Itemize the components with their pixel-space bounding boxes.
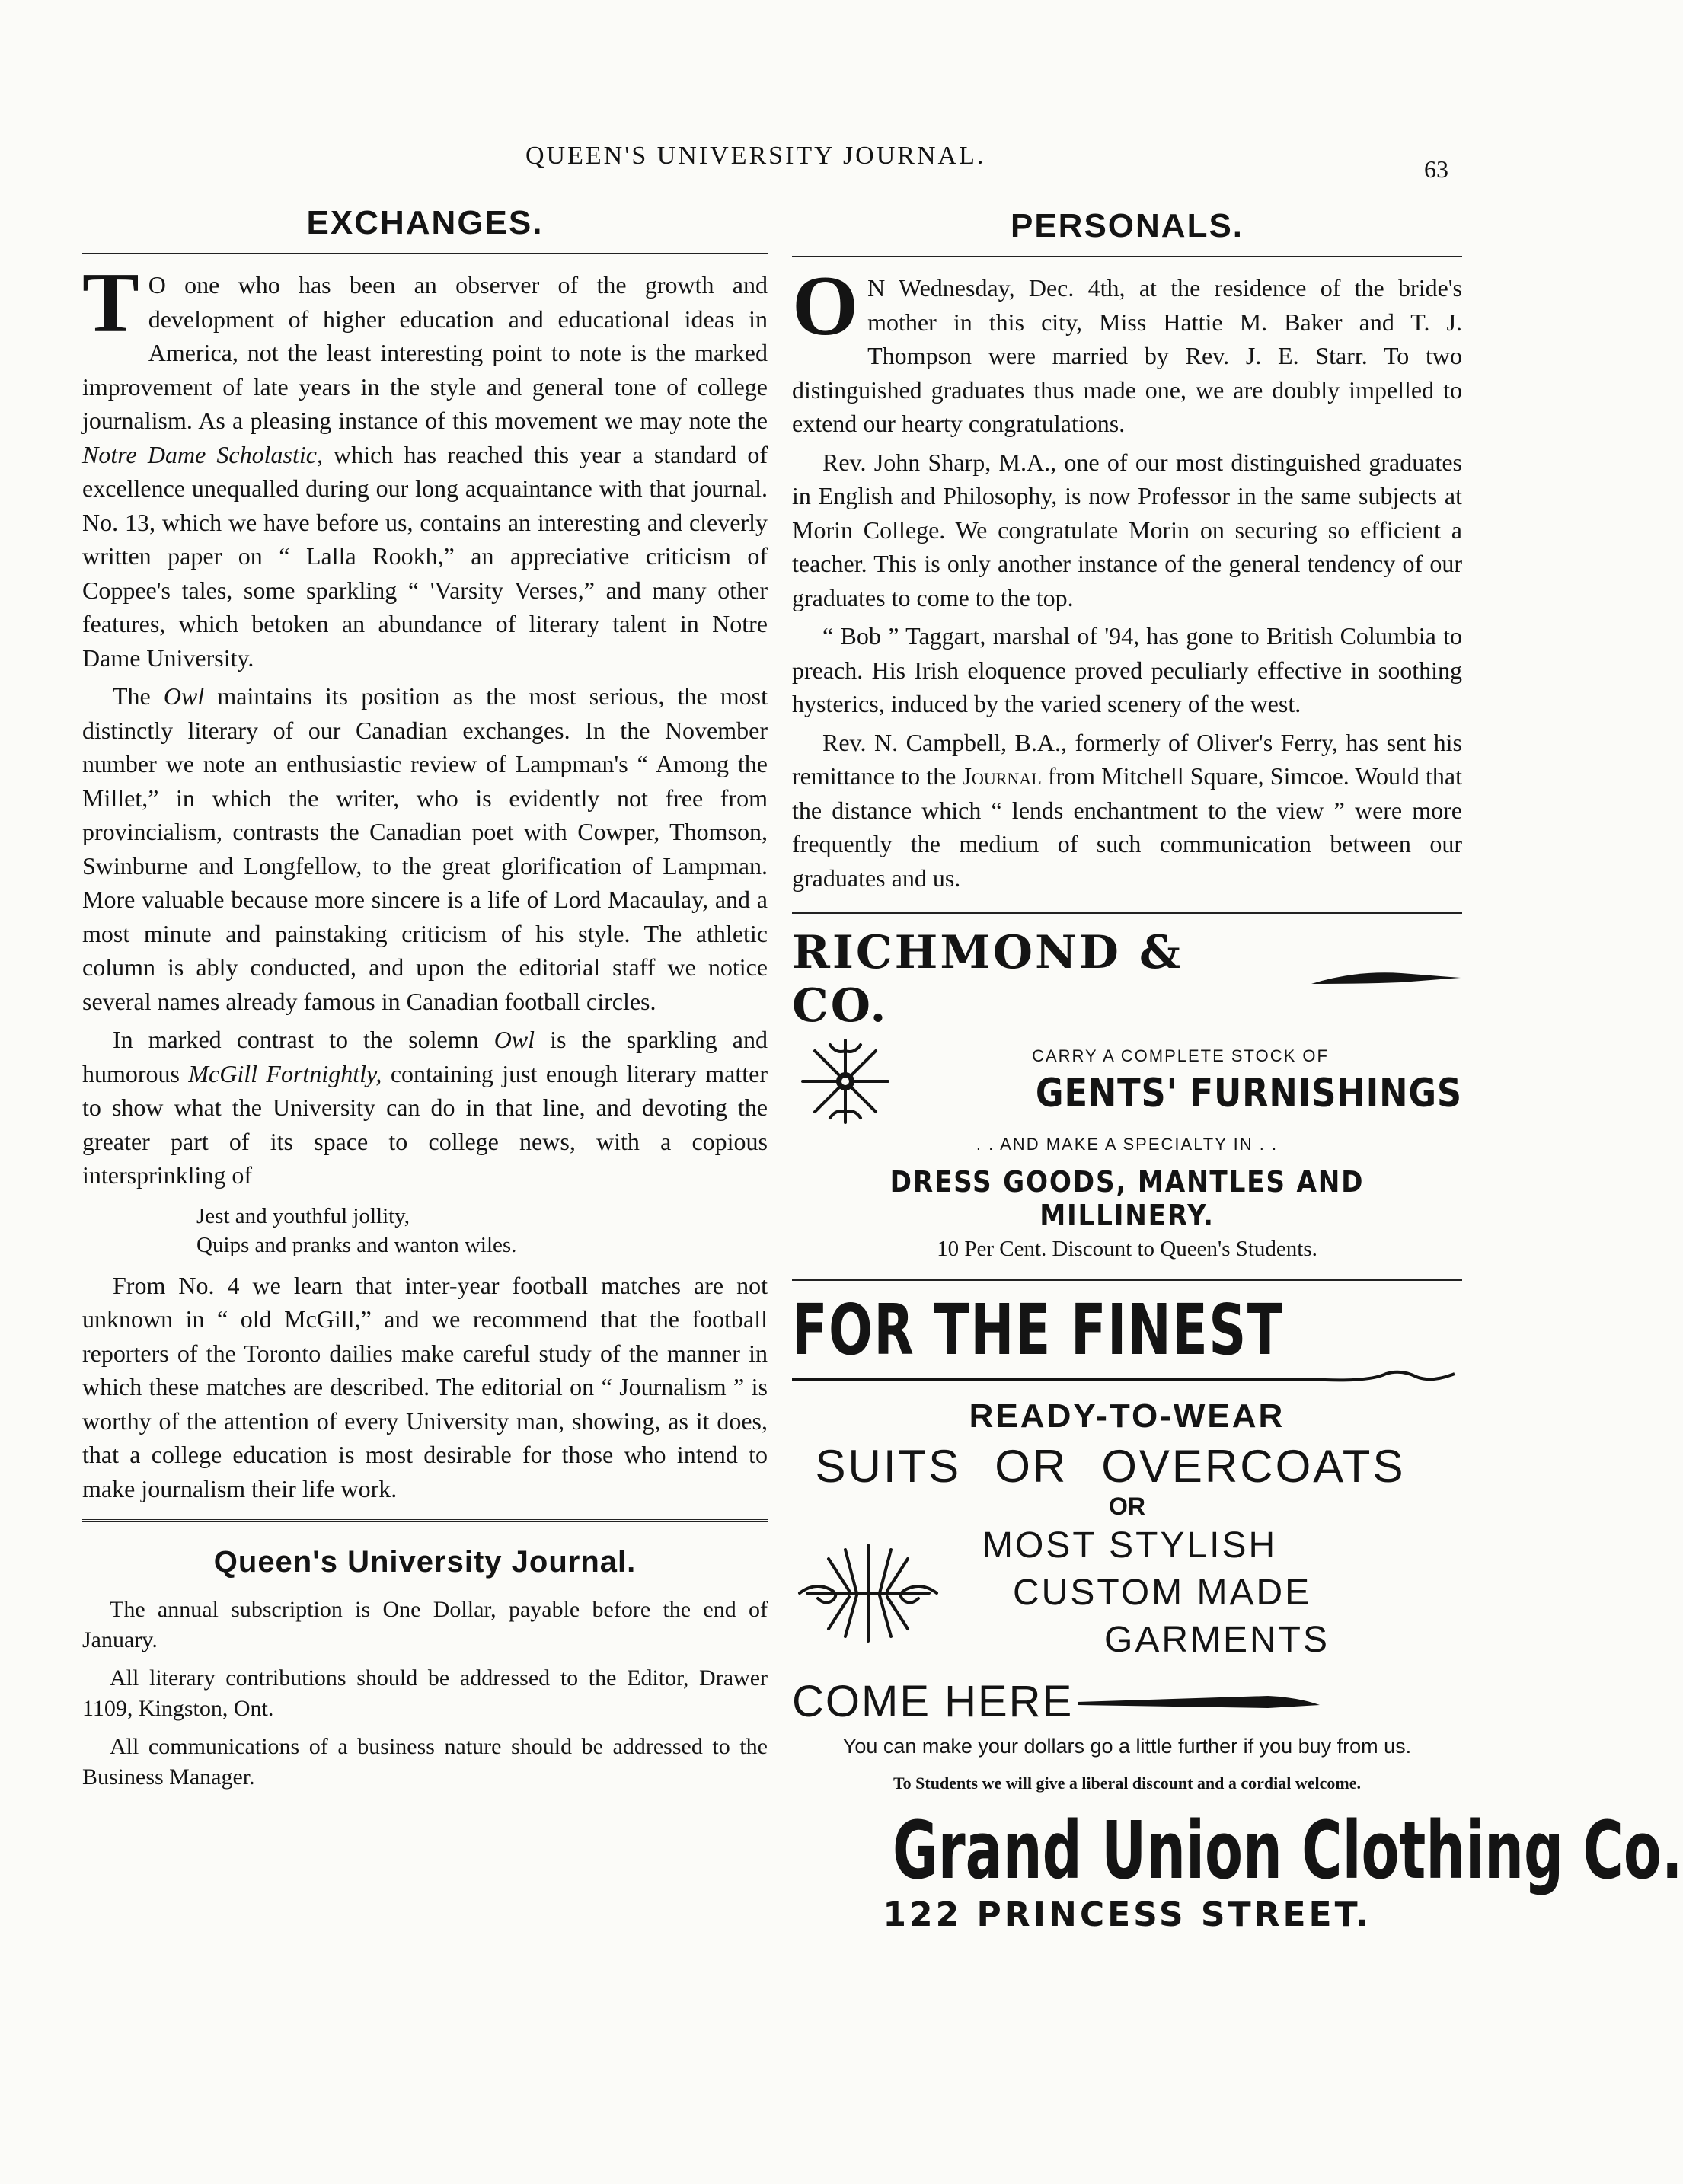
verse-line-2: Quips and pranks and wanton wiles. [196,1232,517,1257]
running-title: QUEEN'S UNIVERSITY JOURNAL. [525,142,986,170]
grand-union-advertisement [792,1289,1683,1934]
personals-paragraph-1 [792,259,1462,441]
richmond-advertisement [792,926,1462,1262]
personals-p4-a: Rev. N. Campbell, B.A., formerly of Oliver's Ferry, has sent his remittance to the [792,728,1462,790]
owl-title-2: Owl [493,1026,535,1053]
exchanges-p3-a: In marked contrast to the solemn [113,1026,479,1053]
students-line: To Students we will give a liberal discount and a cordial welcome. [893,1774,1361,1793]
richmond-stock-line: CARRY A COMPLETE STOCK OF [1032,1046,1329,1065]
verse-quote [196,1202,768,1260]
notice-business: All communications of a business nature should be addressed to the Business Manager. [82,1734,768,1790]
suits-or-overcoats [792,1440,1462,1493]
exchanges-p2-b: maintains its position as the most serious, the most distinctly literary of our Canadian exchanges. In the November number we note an enthusiastic review of Lampman's “ Among the Millet,” in which the writer, who is evidently not free from provincialism, contrasts the Canadian poet with Cowper, Thomson, Swinburne and Longfellow, to the great glorification of Lampman. More valuable because more sincere is a life of Lord Macaulay, and a most minute and painstaking criticism of his style. The athletic column is ably conducted, and upon the editorial staff we notice several names already famous in Canadian football circles. [82,682,768,1015]
exchanges-p3-b: is the sparkling and humorous [82,1026,768,1087]
exchanges-p3-c: containing just enough literary matter to show what the University can do in that line, and devoting the greater part of its space to college news, with a copious intersprinkling of [82,1059,768,1189]
section-divider [82,1519,768,1525]
exchanges-p2-a: The [113,682,151,710]
pointing-arrow-icon [1078,1687,1321,1717]
scroll-ornament-icon [792,1536,944,1650]
come-here-row [792,1676,1462,1727]
dropcap-o: O [792,259,859,353]
stylish-text [944,1522,1462,1664]
ad-rule-top [792,912,1462,914]
exchanges-p1-rest: which has reached this year a standard of excellence unequalled during our long acquaintance with that journal. No. 13, which we have before us, contains an interesting and cleverly written paper on “ Lalla Rookh,” an appreciative criticism of Coppee's tales, some sparkling “ 'Varsity Verses,” and many other features, which betoken an abundance of literary talent in Notre Dame University. [82,440,768,672]
heading-rule [82,253,768,254]
exchanges-paragraph-1 [82,256,768,675]
journal-smallcaps: Journal [962,762,1042,790]
underline-flourish-icon [792,1368,1462,1391]
for-the-finest: FOR THE FINEST [792,1289,1284,1371]
owl-title: Owl [163,682,205,710]
richmond-body [792,1036,1462,1127]
ad-rule-middle [792,1279,1462,1281]
personals-p1-text: N Wednesday, Dec. 4th, at the residence of the bride's mother in this city, Miss Hattie M. Baker and T. J. Thompson were married by Rev. J. E. Starr. To two distinguished graduates thus made one, we are doubly impelled to extend our hearty congratulations. [792,274,1462,437]
ready-to-wear: READY-TO-WEAR [969,1397,1285,1435]
richmond-name: RICHMOND & CO. [792,926,1183,1033]
richmond-header [792,926,1462,1033]
exchanges-p1-text: O one who has been an observer of the growth and development of higher education and educational ideas in America, not the least interesting point to note is the marked improvement of late years in the style and general tone of college journalism. As a pleasing instance of this movement we may note the [82,271,768,434]
street-address: 122 PRINCESS STREET. [883,1895,1372,1934]
overcoats-word: OVERCOATS [1101,1441,1406,1492]
grand-union-name: Grand Union Clothing Co. [893,1804,1683,1897]
personals-heading: PERSONALS. [1010,207,1244,244]
most-stylish: MOST STYLISH [982,1525,1278,1566]
page-number: 63 [1424,155,1448,183]
mcgill-title: McGill Fortnightly, [188,1059,382,1087]
notice-subscription: The annual subscription is One Dollar, payable before the end of January. [82,1597,768,1652]
pointing-flourish-icon [1310,964,1462,995]
journal-notice-heading: Queen's University Journal. [213,1545,637,1579]
dress-goods-line: DRESS GOODS, MANTLES AND MILLINERY. [889,1165,1365,1232]
exchanges-paragraph-2 [82,679,768,1018]
exchanges-heading: EXCHANGES. [306,204,544,241]
verse-line-1: Jest and youthful jollity, [196,1203,410,1228]
richmond-specialty-line: . . AND MAKE A SPECIALTY IN . . [976,1135,1279,1154]
personals-paragraph-3: “ Bob ” Taggart, marshal of '94, has gone to British Columbia to preach. His Irish eloquence proved peculiarly effective in soothing hysterics, induced by the varied scenery of the west. [792,622,1462,717]
right-column [792,207,1683,1934]
personals-p4-b: from Mitchell Square, Simcoe. Would that the distance which “ lends enchantment to the view ” were more frequently the medium of such communication between our graduates and us. [792,762,1463,892]
starburst-ornament-icon [792,1036,899,1127]
garments: GARMENTS [1104,1620,1330,1660]
notice-contributions: All literary contributions should be addressed to the Editor, Drawer 1109, Kingston, Ont. [82,1665,768,1721]
personals-paragraph-4 [792,726,1462,896]
exchanges-paragraph-4: From No. 4 we learn that inter-year football matches are not unknown in “ old McGill,” and we recommend that the football reporters of the Toronto dailies make careful study of the manner in which these matches are described. The editorial on “ Journalism ” is worthy of the attention of every University man, showing, as it does, that a college education is most desirable for those who intend to make journalism their life work. [82,1271,768,1502]
suits-word: SUITS [815,1441,962,1492]
or-separator: OR [1109,1493,1145,1520]
personals-paragraph-2: Rev. John Sharp, M.A., one of our most distinguished graduates in English and Philosophy, is now Professor in the same subjects at Morin College. We congratulate Morin on securing so efficient a teacher. This is only another instance of the general tendency of our graduates to come to the top. [792,448,1462,611]
richmond-text [899,1046,1462,1116]
come-here: COME HERE [792,1677,1074,1726]
notre-dame-title: Notre Dame Scholastic, [82,440,323,468]
left-column [82,204,768,1800]
or-word: OR [995,1441,1068,1492]
stylish-block [792,1522,1462,1664]
exchanges-paragraph-3 [82,1023,768,1193]
richmond-discount: 10 Per Cent. Discount to Queen's Students. [937,1237,1317,1261]
custom-made: CUSTOM MADE [1013,1573,1312,1613]
heading-rule-right [792,256,1462,257]
dollars-line: You can make your dollars go a little further if you buy from us. [842,1735,1412,1758]
gents-furnishings: GENTS' FURNISHINGS [1035,1071,1462,1116]
dropcap-t: T [82,256,139,350]
